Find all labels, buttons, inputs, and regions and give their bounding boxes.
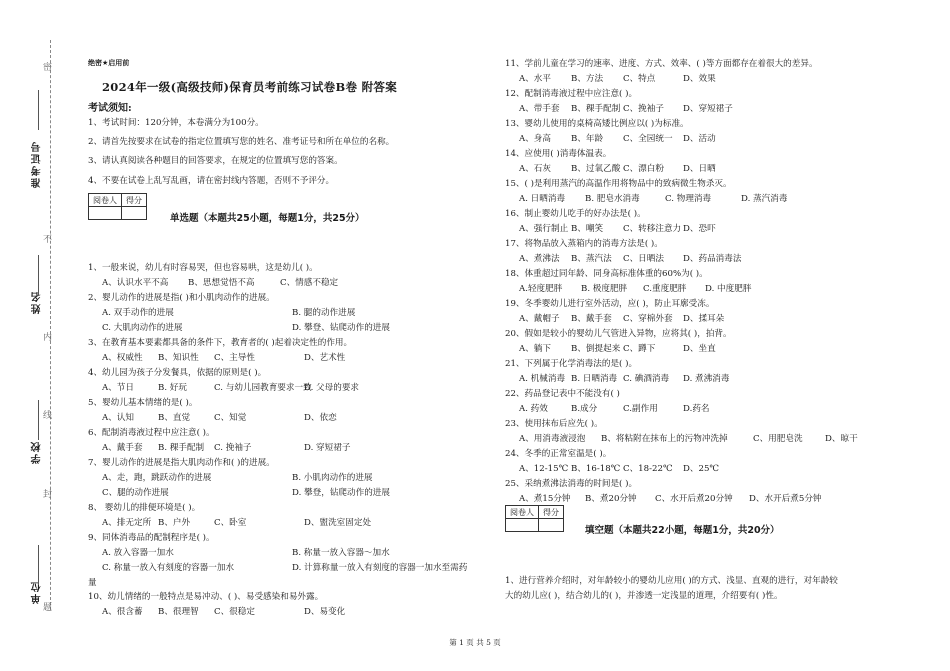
question-stem: 20、假如是较小的婴幼儿气管进入异物，应将其( )，拍背。	[505, 329, 732, 339]
question-stem: 1、一般来说，幼儿有时容易哭，但也容易哄，这是幼儿( )。	[88, 263, 318, 273]
question-stem: 17、将物品放入蒸箱内的消毒方法是( )。	[505, 239, 663, 249]
question-stem: 5、婴幼儿基本情绪的是( )。	[88, 398, 198, 408]
question-stem: 21、下列属于化学消毒法的是( )。	[505, 359, 638, 369]
option[interactable]: C、日晒法	[623, 254, 664, 264]
option[interactable]: C、用肥皂洗	[753, 434, 803, 444]
binding-label-unit: 单位	[32, 580, 43, 604]
option[interactable]: D. 中度肥胖	[705, 284, 752, 294]
question-stem: 24、冬季的正常室温是( )。	[505, 449, 612, 459]
option[interactable]: B、蒸汽法	[571, 254, 612, 264]
page-footer: 第 1 页 共 5 页	[449, 638, 501, 647]
option-row	[519, 73, 743, 85]
option[interactable]: C. 与幼儿园教育要求一致	[214, 383, 312, 393]
question-stem: 10、幼儿情绪的一般特点是易冲动、( )、易受感染和易外露。	[88, 592, 324, 602]
option[interactable]: B、年龄	[571, 134, 604, 144]
option[interactable]: B. 好玩	[158, 383, 187, 393]
option-row	[519, 433, 865, 445]
option[interactable]: C、知觉	[214, 413, 247, 423]
binding-label-school: 学校	[32, 440, 43, 464]
option[interactable]: B. 稞手配制	[158, 443, 205, 453]
option-row	[102, 412, 384, 424]
option[interactable]: D、坐直	[683, 344, 716, 354]
seal-char: 线	[43, 411, 53, 421]
option[interactable]: B、倒提起来	[571, 344, 621, 354]
seal-char: 内	[43, 333, 53, 343]
option[interactable]: A、戴手套	[102, 443, 143, 453]
option[interactable]: C、水开后煮20分钟	[655, 494, 733, 504]
question-stem: 11、学前儿童在学习的速率、进度、方式、效率、( )等方面都存在着很大的差异。	[505, 59, 818, 69]
option-row	[519, 163, 743, 175]
question-stem: 14、应使用( )消毒体温表。	[505, 149, 612, 159]
option[interactable]: A、带手套	[519, 104, 560, 114]
question-stem: 13、婴幼儿使用的桌椅高矮比例应以( )为标准。	[505, 119, 689, 129]
option[interactable]: C、卧室	[214, 518, 247, 528]
question-stem: 4、幼儿园为孩子分发餐具，依据的原则是( )。	[88, 368, 267, 378]
option[interactable]: C、特点	[623, 74, 656, 84]
option[interactable]: C、主导性	[214, 353, 255, 363]
option[interactable]: B、嘲笑	[571, 224, 604, 234]
question-stem: 2、婴儿动作的进展是指( )和小肌肉动作的进展。	[88, 293, 275, 303]
option-row	[519, 133, 743, 145]
option[interactable]: D. 父母的要求	[304, 383, 360, 393]
question-stem: 7、婴儿动作的进展是指大肌肉动作和( )的进展。	[88, 458, 275, 468]
notice-item: 2、请首先按要求在试卷的指定位置填写您的姓名、准考证号和所在单位的名称。	[88, 137, 395, 147]
option-row	[519, 313, 743, 325]
option[interactable]: C、转移注意力	[623, 224, 682, 234]
reviewer-cell[interactable]	[89, 207, 122, 220]
option-row	[102, 472, 492, 484]
option[interactable]: B、戴手套	[571, 314, 612, 324]
option[interactable]: D. 攀登，钻爬动作的进展	[292, 488, 390, 498]
binding-label-exam-id: 准考证号	[32, 140, 43, 188]
question-stem: 19、冬季婴幼儿进行室外活动，应( )，防止耳廓受冻。	[505, 299, 715, 309]
option[interactable]: C、漂白粉	[623, 164, 664, 174]
option[interactable]: C. 物理消毒	[665, 194, 712, 204]
option-row	[519, 403, 743, 415]
option[interactable]: B. 腿的动作进展	[292, 308, 356, 318]
fill-question-line: 大的幼儿应( )，结合幼儿的( )，并渗透一定浅显的道理，介绍要有( )性。	[505, 591, 783, 601]
notice-item: 4、不要在试卷上乱写乱画，请在密封线内答题，否则不予评分。	[88, 176, 335, 186]
option-row	[102, 382, 384, 394]
school-underline	[38, 400, 39, 440]
option[interactable]: B、过氧乙酸	[571, 164, 621, 174]
option[interactable]: A. 机械消毒	[519, 374, 566, 384]
option[interactable]: D. 穿短裙子	[304, 443, 351, 453]
section-title-fill-blank: 填空题（本题共22小题，每题1分，共20分）	[585, 525, 780, 536]
option-row	[519, 283, 765, 295]
option[interactable]: C、挽袖子	[623, 104, 664, 114]
option[interactable]: D、盥洗室固定处	[304, 518, 372, 528]
option-row	[102, 517, 384, 529]
option[interactable]: A、躺下	[519, 344, 551, 354]
option[interactable]: C、很稳定	[214, 607, 255, 617]
option[interactable]: D、晾干	[825, 434, 858, 444]
option[interactable]: B、将粘附在抹布上的污物冲洗掉	[601, 434, 728, 444]
option[interactable]: A、认知	[102, 413, 134, 423]
option[interactable]: B、知识性	[158, 353, 199, 363]
option[interactable]: C.重度肥胖	[643, 284, 687, 294]
option[interactable]: D、穿短裙子	[683, 104, 733, 114]
question-stem: 9、同体消毒品的配制程序是( )。	[88, 533, 215, 543]
option[interactable]: A、节日	[102, 383, 134, 393]
seal-char: 封	[43, 490, 53, 500]
option[interactable]: D、依恋	[304, 413, 337, 423]
option[interactable]: B. 称量一放入容器～加水	[292, 548, 390, 558]
option[interactable]: C、18-22℃	[623, 464, 673, 474]
option[interactable]: D、25℃	[683, 464, 720, 474]
option[interactable]: B、16-18℃	[571, 464, 621, 474]
option[interactable]: A、认识水平不高	[102, 278, 169, 288]
option[interactable]: B.成分	[571, 404, 598, 414]
option[interactable]: D、艺术性	[304, 353, 346, 363]
option[interactable]: C.副作用	[623, 404, 658, 414]
option[interactable]: B、很理智	[158, 607, 199, 617]
option[interactable]: A、强行制止	[519, 224, 569, 234]
question-stem: 15、( )是利用蒸汽的高温作用将物品中的致病微生物杀灭。	[505, 179, 732, 189]
option[interactable]: A、12-15℃	[519, 464, 569, 474]
option[interactable]: B、方法	[571, 74, 604, 84]
option-row	[102, 606, 384, 618]
question-stem: 23、使用抹布后应先( )。	[505, 419, 603, 429]
score-box	[505, 505, 564, 532]
option[interactable]: B. 肥皂水消毒	[585, 194, 640, 204]
notice-heading: 考试须知:	[88, 103, 132, 114]
score-label: 得分	[122, 194, 147, 207]
option[interactable]: A、煮沸法	[519, 254, 560, 264]
question-stem: 6、配制消毒液过程中应注意( )。	[88, 428, 215, 438]
option-row	[102, 547, 492, 559]
option[interactable]: A、戴帽子	[519, 314, 560, 324]
seal-char: 不	[43, 235, 53, 245]
option[interactable]: D、揉耳朵	[683, 314, 725, 324]
option[interactable]: B、煮20分钟	[585, 494, 637, 504]
option[interactable]: A、用消毒液浸泡	[519, 434, 586, 444]
option[interactable]: D. 计算称量一放入有刻度的容器一加水至需药	[292, 563, 468, 573]
exam-id-underline	[38, 90, 39, 130]
option[interactable]: D、药品消毒法	[683, 254, 742, 264]
page-title: 2024年一级(高级技师)保育员考前练习试卷B卷 附答案	[102, 80, 398, 94]
option[interactable]: D、易变化	[304, 607, 346, 617]
option[interactable]: B、直觉	[158, 413, 191, 423]
option[interactable]: A、煮15分钟	[519, 494, 571, 504]
option[interactable]: A、走，跑，跳跃动作的进展	[102, 473, 212, 483]
option[interactable]: A.轻度肥胖	[519, 284, 563, 294]
reviewer-label: 阅卷人	[89, 194, 122, 207]
score-label: 得分	[539, 506, 564, 519]
option[interactable]: D、活动	[683, 134, 716, 144]
seal-line	[50, 40, 51, 610]
option-row	[519, 343, 743, 355]
fill-question-line: 1、进行营养介绍时，对年龄较小的婴幼儿应用( )的方式、浅显、直观的进行，对年龄较	[505, 576, 838, 586]
option[interactable]: A. 双手动作的进展	[102, 308, 174, 318]
question-stem: 3、在教育基本要素都具备的条件下，教育者的( )起着决定性的作用。	[88, 338, 353, 348]
option-row	[102, 277, 370, 289]
score-box	[88, 193, 147, 220]
option[interactable]: D、恐吓	[683, 224, 716, 234]
unit-underline	[38, 545, 39, 585]
option[interactable]: A. 日晒消毒	[519, 194, 566, 204]
option-row	[519, 223, 743, 235]
binding-label-name: 姓名	[32, 290, 43, 314]
option[interactable]: C. 大肌肉动作的进展	[102, 323, 183, 333]
seal-char: 密	[43, 63, 53, 73]
notice-item: 1、考试时间：120分钟，本卷满分为100分。	[88, 118, 264, 128]
option[interactable]: B、稞手配制	[571, 104, 621, 114]
option[interactable]: D. 攀登、钻爬动作的进展	[292, 323, 390, 333]
question-stem: 12、配制消毒液过程中应注意( )。	[505, 89, 638, 99]
question-stem: 22、药品登记表中不能没有( )	[505, 389, 620, 399]
option[interactable]: A、很含蓄	[102, 607, 143, 617]
name-underline	[38, 255, 39, 295]
reviewer-label: 阅卷人	[506, 506, 539, 519]
option[interactable]: D、日晒	[683, 164, 716, 174]
option-row	[519, 103, 743, 115]
option[interactable]: A、权威性	[102, 353, 143, 363]
seal-char: 题	[43, 603, 53, 613]
option[interactable]: C、情感不稳定	[280, 278, 339, 288]
option-row	[102, 307, 492, 319]
option-row	[519, 373, 743, 385]
option-row	[519, 253, 743, 265]
option[interactable]: D. 煮沸消毒	[683, 374, 730, 384]
notice-item: 3、请认真阅读各种题目的回答要求，在规定的位置填写您的答案。	[88, 156, 343, 166]
option[interactable]: A、石灰	[519, 164, 551, 174]
option[interactable]: A、排无定所	[102, 518, 152, 528]
option[interactable]: D、效果	[683, 74, 716, 84]
option[interactable]: C. 称量一放入有刻度的容器一加水	[102, 563, 235, 573]
option[interactable]: C、蹲下	[623, 344, 656, 354]
option[interactable]: B、户外	[158, 518, 191, 528]
option-row	[102, 322, 492, 334]
question-tail: 量	[88, 578, 97, 588]
question-stem: 25、采纳煮沸法消毒的时间是( )。	[505, 479, 638, 489]
option[interactable]: A. 药效	[519, 404, 548, 414]
option[interactable]: B、思想觉悟不高	[188, 278, 255, 288]
score-cell[interactable]	[122, 207, 147, 220]
option[interactable]: C、穿棉外套	[623, 314, 673, 324]
option[interactable]: D.药名	[683, 404, 710, 414]
option-row	[102, 562, 492, 574]
question-stem: 18、体重超过同年龄、同身高标准体重的60%为( )。	[505, 269, 708, 279]
option[interactable]: C、腿的动作进展	[102, 488, 169, 498]
option-row	[519, 493, 829, 505]
option-row	[102, 442, 384, 454]
option-row	[102, 487, 492, 499]
question-stem: 8、 婴幼儿的排便环境是( )。	[88, 503, 201, 513]
binding-strip	[0, 0, 78, 671]
option[interactable]: B. 日晒消毒	[571, 374, 618, 384]
reviewer-cell[interactable]	[506, 519, 539, 532]
option[interactable]: D、水开后煮5分钟	[749, 494, 822, 504]
option-row	[519, 193, 821, 205]
section-title-single-choice: 单选题（本题共25小题，每题1分，共25分）	[170, 213, 365, 224]
option[interactable]: B. 小肌肉动作的进展	[292, 473, 373, 483]
question-stem: 16、制止婴幼儿吃手的好办法是( )。	[505, 209, 646, 219]
option[interactable]: D. 蒸汽消毒	[741, 194, 788, 204]
score-cell[interactable]	[539, 519, 564, 532]
secret-mark: 绝密★启用前	[88, 59, 130, 67]
option-row	[102, 352, 384, 364]
option[interactable]: C. 碘酒消毒	[623, 374, 670, 384]
option[interactable]: B. 极度肥胖	[581, 284, 628, 294]
option[interactable]: C、全园统一	[623, 134, 673, 144]
option[interactable]: C. 挽袖子	[214, 443, 252, 453]
option[interactable]: A、身高	[519, 134, 551, 144]
option-row	[519, 463, 743, 475]
option[interactable]: A、水平	[519, 74, 551, 84]
option[interactable]: A. 放入容器一加水	[102, 548, 174, 558]
